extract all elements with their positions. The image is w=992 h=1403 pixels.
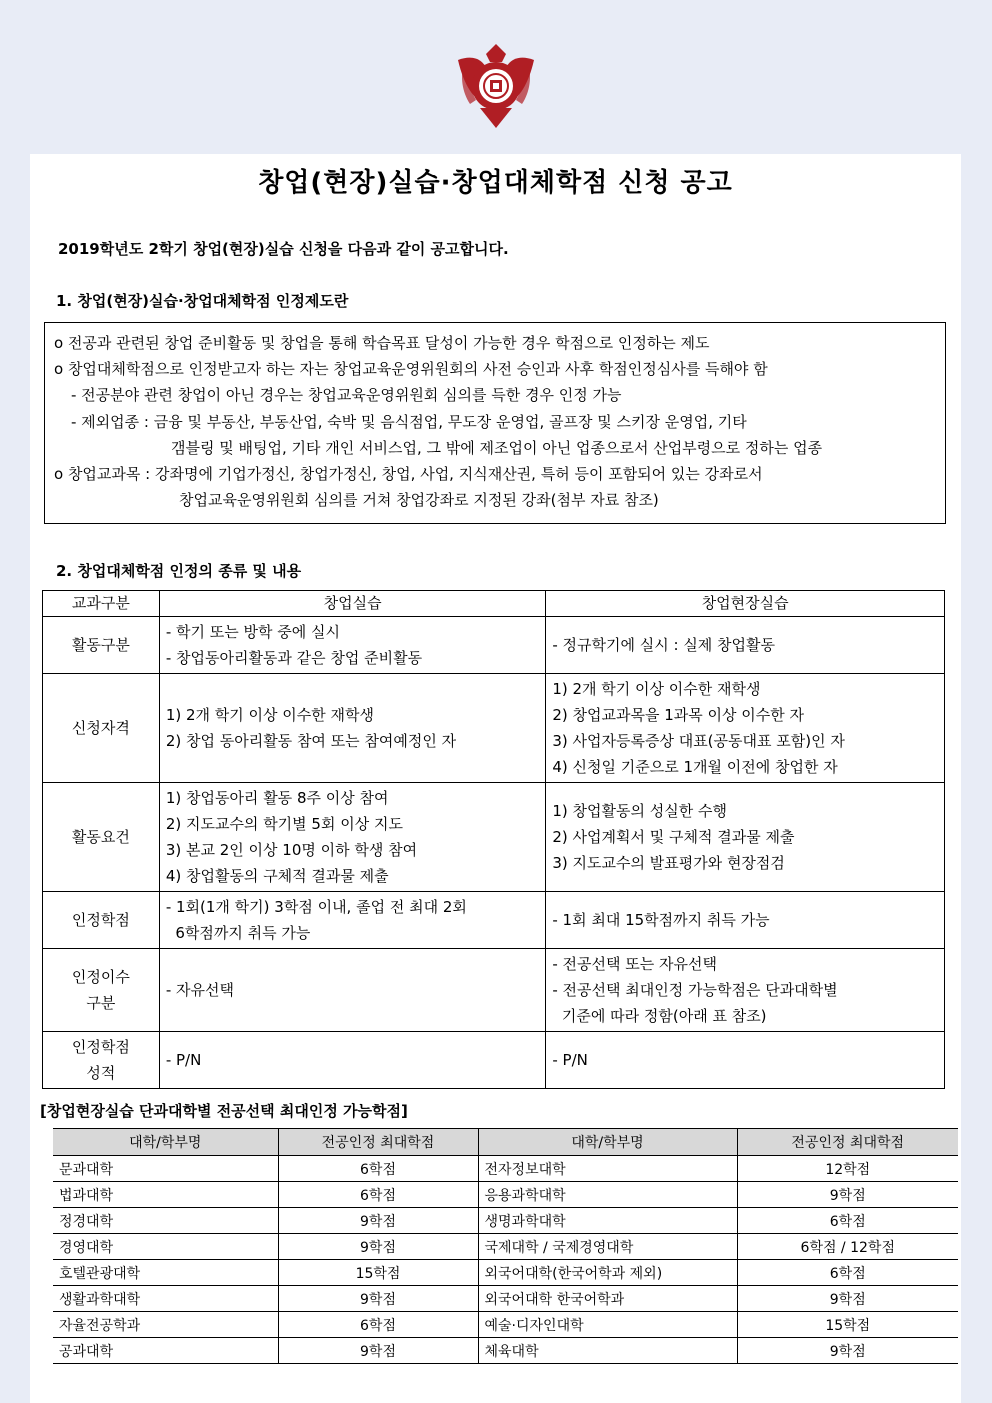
field-practice-cell (546, 892, 945, 949)
row-label-line: 구분 (86, 994, 116, 1012)
college-credit-table (53, 1128, 958, 1364)
max-credit-cell: 9학점 (737, 1286, 958, 1312)
row-label (43, 617, 160, 674)
table-row (43, 949, 945, 1032)
practice-cell (159, 1032, 546, 1089)
max-credit-cell: 9학점 (278, 1234, 478, 1260)
cell-line: 3) 본교 2인 이상 10명 이하 학생 참여 (165, 841, 418, 859)
cell-line: 1) 2개 학기 이상 이수한 재학생 (552, 680, 761, 698)
cell-line: 6학점까지 취득 가능 (165, 924, 311, 942)
column-header: 전공인정 최대학점 (737, 1129, 958, 1156)
cell-line: 4) 신청일 기준으로 1개월 이전에 창업한 자 (552, 758, 838, 776)
column-header: 전공인정 최대학점 (278, 1129, 478, 1156)
column-header: 창업현장실습 (546, 591, 945, 617)
practice-cell (159, 892, 546, 949)
row-label-line: 활동요건 (71, 828, 130, 846)
max-credit-cell: 9학점 (737, 1338, 958, 1364)
cell-line: - 전공선택 또는 자유선택 (552, 955, 717, 973)
table-row (53, 1260, 958, 1286)
table-row (53, 1234, 958, 1260)
notice-page (30, 154, 961, 1403)
row-label-line: 인정이수 (71, 968, 130, 986)
row-label-line: 신청자격 (71, 719, 130, 737)
max-credit-cell: 6학점 / 12학점 (737, 1234, 958, 1260)
row-label (43, 783, 160, 892)
max-credit-cell: 6학점 (278, 1182, 478, 1208)
max-credit-cell: 9학점 (278, 1208, 478, 1234)
cell-line: - 창업동아리활동과 같은 창업 준비활동 (165, 649, 423, 667)
max-credit-cell: 6학점 (278, 1156, 478, 1182)
cell-line: 1) 창업동아리 활동 8주 이상 참여 (165, 789, 389, 807)
definition-line: - 제외업종 : 금융 및 부동산, 부동산업, 숙박 및 음식점업, 무도장 운영업, 골프장 및 스키장 운영업, 기타 (71, 413, 747, 431)
cell-line: 기준에 따라 정함(아래 표 참조) (552, 1007, 767, 1025)
practice-cell (159, 949, 546, 1032)
practice-cell (159, 674, 546, 783)
college-name-cell: 예술·디자인대학 (478, 1312, 737, 1338)
column-header: 교과구분 (43, 591, 160, 617)
cell-line: 1) 2개 학기 이상 이수한 재학생 (165, 706, 374, 724)
cell-line: 2) 지도교수의 학기별 5회 이상 지도 (165, 815, 403, 833)
cell-line: 4) 창업활동의 구체적 결과물 제출 (165, 867, 389, 885)
college-name-cell: 경영대학 (53, 1234, 278, 1260)
table-header-row (43, 591, 945, 617)
cell-line: - 전공선택 최대인정 가능학점은 단과대학별 (552, 981, 838, 999)
cell-line: - P/N (552, 1051, 588, 1069)
field-practice-cell (546, 949, 945, 1032)
intro-text: 2019학년도 2학기 창업(현장)실습 신청을 다음과 같이 공고합니다. (58, 240, 509, 258)
table-row (43, 1032, 945, 1089)
field-practice-cell (546, 674, 945, 783)
row-label (43, 892, 160, 949)
university-emblem-icon (456, 42, 536, 128)
definition-line: 갬블링 및 배팅업, 기타 개인 서비스업, 그 밖에 제조업이 아닌 업종으로서 산업부령으로 정하는 업종 (171, 439, 823, 457)
section1-heading: 1. 창업(현장)실습·창업대체학점 인정제도란 (56, 292, 349, 310)
max-credit-cell: 15학점 (278, 1260, 478, 1286)
max-credit-cell: 6학점 (737, 1260, 958, 1286)
max-credit-cell: 6학점 (278, 1312, 478, 1338)
row-label (43, 949, 160, 1032)
definition-line: o 창업교과목 : 강좌명에 기업가정신, 창업가정신, 창업, 사업, 지식재산권, 특허 등이 포함되어 있는 강좌로서 (54, 465, 763, 483)
table-row (53, 1338, 958, 1364)
college-name-cell: 생명과학대학 (478, 1208, 737, 1234)
column-header: 대학/학부명 (478, 1129, 737, 1156)
row-label-line: 인정학점 (71, 1038, 130, 1056)
column-header: 창업실습 (159, 591, 546, 617)
cell-line: - 학기 또는 방학 중에 실시 (165, 623, 340, 641)
college-credit-rows (53, 1156, 958, 1364)
max-credit-cell: 12학점 (737, 1156, 958, 1182)
table-row (53, 1286, 958, 1312)
field-practice-cell (546, 1032, 945, 1089)
cell-line: - 정규학기에 실시 : 실제 창업활동 (552, 636, 776, 654)
cell-line: 2) 창업교과목을 1과목 이상 이수한 자 (552, 706, 804, 724)
definition-line: - 전공분야 관련 창업이 아닌 경우는 창업교육운영위원회 심의를 득한 경우 인정 가능 (71, 386, 622, 404)
college-name-cell: 응용과학대학 (478, 1182, 737, 1208)
college-name-cell: 호텔관광대학 (53, 1260, 278, 1286)
cell-line: 2) 사업계획서 및 구체적 결과물 제출 (552, 828, 795, 846)
table-row (53, 1312, 958, 1338)
cell-line: 2) 창업 동아리활동 참여 또는 참여예정인 자 (165, 732, 457, 750)
college-name-cell: 정경대학 (53, 1208, 278, 1234)
cell-line: - P/N (165, 1051, 202, 1069)
college-name-cell: 외국어대학(한국어학과 제외) (478, 1260, 737, 1286)
college-name-cell: 체육대학 (478, 1338, 737, 1364)
definition-line: o 전공과 관련된 창업 준비활동 및 창업을 통해 학습목표 달성이 가능한 경우 학점으로 인정하는 제도 (54, 334, 710, 352)
college-name-cell: 생활과학대학 (53, 1286, 278, 1312)
table-row (53, 1182, 958, 1208)
college-name-cell: 문과대학 (53, 1156, 278, 1182)
max-credit-cell: 15학점 (737, 1312, 958, 1338)
max-credit-cell: 6학점 (737, 1208, 958, 1234)
cell-line: 1) 창업활동의 성실한 수행 (552, 802, 727, 820)
cell-line: - 1회(1개 학기) 3학점 이내, 졸업 전 최대 2회 (165, 898, 467, 916)
row-label-line: 성적 (86, 1064, 116, 1082)
definition-box (44, 322, 946, 524)
college-name-cell: 공과대학 (53, 1338, 278, 1364)
college-name-cell: 외국어대학 한국어학과 (478, 1286, 737, 1312)
table-row (43, 892, 945, 949)
table-row (43, 617, 945, 674)
row-label (43, 674, 160, 783)
section2-heading: 2. 창업대체학점 인정의 종류 및 내용 (56, 562, 302, 580)
field-practice-cell (546, 617, 945, 674)
definition-line: 창업교육운영위원회 심의를 거쳐 창업강좌로 지정된 강좌(첨부 자료 참조) (179, 491, 659, 509)
practice-cell (159, 617, 546, 674)
table-row (43, 674, 945, 783)
college-name-cell: 자율전공학과 (53, 1312, 278, 1338)
college-name-cell: 법과대학 (53, 1182, 278, 1208)
college-name-cell: 전자정보대학 (478, 1156, 737, 1182)
cell-line: - 1회 최대 15학점까지 취득 가능 (552, 911, 770, 929)
practice-cell (159, 783, 546, 892)
college-name-cell: 국제대학 / 국제경영대학 (478, 1234, 737, 1260)
max-credit-cell: 9학점 (278, 1338, 478, 1364)
cell-line: 3) 사업자등록증상 대표(공동대표 포함)인 자 (552, 732, 845, 750)
max-credit-cell: 9학점 (278, 1286, 478, 1312)
table-row (53, 1208, 958, 1234)
cell-line: 3) 지도교수의 발표평가와 현장점검 (552, 854, 785, 872)
section3-heading: [창업현장실습 단과대학별 전공선택 최대인정 가능학점] (40, 1102, 408, 1120)
table-header-row (53, 1129, 958, 1156)
definition-line: o 창업대체학점으로 인정받고자 하는 자는 창업교육운영위원회의 사전 승인과 사후 학점인정심사를 득해야 함 (54, 360, 768, 378)
field-practice-cell (546, 783, 945, 892)
max-credit-cell: 9학점 (737, 1182, 958, 1208)
column-header: 대학/학부명 (53, 1129, 278, 1156)
row-label (43, 1032, 160, 1089)
credit-type-table (42, 590, 945, 1089)
page-title: 창업(현장)실습·창업대체학점 신청 공고 (258, 168, 733, 198)
table-row (43, 783, 945, 892)
cell-line: - 자유선택 (165, 981, 234, 999)
row-label-line: 인정학점 (71, 911, 130, 929)
row-label-line: 활동구분 (71, 636, 130, 654)
table-row (53, 1156, 958, 1182)
